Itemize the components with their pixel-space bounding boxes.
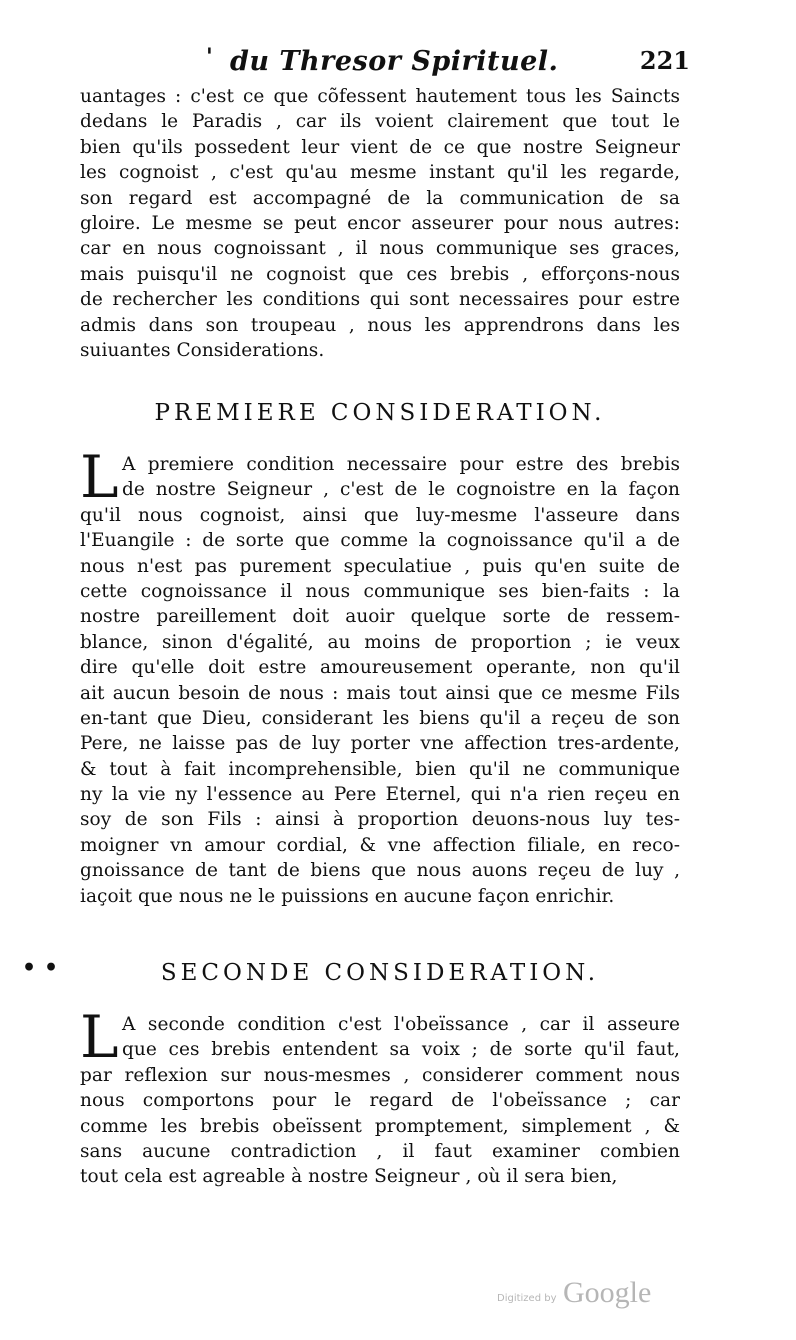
section-heading-1: PREMIERE CONSIDERATION. xyxy=(154,400,606,426)
text-line: cette cognoissance il nous communique ses bien-faits : la xyxy=(80,580,680,602)
text-line: dire qu'elle doit estre amoureusement operante, non qu'il xyxy=(80,657,680,679)
text-line: les cognoist , c'est qu'au mesme instant qu'il les regarde, xyxy=(80,162,680,184)
page-number: 221 xyxy=(639,46,690,75)
text-line: moigner vn amour cordial, & vne affection filiale, en reco- xyxy=(80,834,680,856)
text-line: dedans le Paradis , car ils voient clairement que tout le xyxy=(80,111,680,133)
drop-cap-2: L xyxy=(80,1003,119,1071)
text-line: qu'il nous cognoist, ainsi que luy-mesme l'asseure dans xyxy=(80,504,680,526)
text-line: car en nous cognoissant , il nous communique ses graces, xyxy=(80,238,680,260)
text-line: A premiere condition necessaire pour estre des brebis xyxy=(122,454,680,475)
digitized-watermark xyxy=(497,1276,677,1316)
text-line: tout cela est agreable à nostre Seigneur , où il sera bien, xyxy=(80,1166,618,1188)
text-line: bien qu'ils possedent leur vient de ce que nostre Seigneur xyxy=(80,136,680,158)
text-line: son regard est accompagné de la communication de sa xyxy=(80,187,680,209)
text-line: nous n'est pas purement speculatiue , puis qu'en suite de xyxy=(80,555,680,577)
text-line: sans aucune contradiction , il faut examiner combien xyxy=(80,1140,680,1162)
text-line: ny la vie ny l'essence au Pere Eternel, qui n'a rien reçeu en xyxy=(80,784,680,806)
text-line: admis dans son troupeau , nous les apprendrons dans les xyxy=(80,314,680,336)
section-2-paragraph xyxy=(80,1003,680,1190)
running-header xyxy=(80,46,690,82)
header-mark: ' xyxy=(206,44,213,70)
google-logo: Google xyxy=(563,1276,652,1309)
text-line: soy de son Fils : ainsi à proportion deuons-nous luy tes- xyxy=(80,809,680,831)
text-line: suiuantes Considerations. xyxy=(80,339,325,361)
text-line: Pere, ne laisse pas de luy porter vne affection tres-ardente, xyxy=(80,733,680,755)
text-line: iaçoit que nous ne le puissions en aucune façon enrichir. xyxy=(80,885,615,907)
section-heading-2: SECONDE CONSIDERATION. xyxy=(160,960,600,986)
intro-paragraph xyxy=(80,84,680,363)
text-line: & tout à fait incomprehensible, bien qu'il ne communique xyxy=(80,758,680,780)
text-line: l'Euangile : de sorte que comme la cognoissance qu'il a de xyxy=(80,530,680,552)
running-title: du Thresor Spirituel. xyxy=(230,46,559,77)
margin-mark: •• xyxy=(22,955,67,981)
text-line: de rechercher les conditions qui sont necessaires pour estre xyxy=(80,289,680,311)
drop-cap-1: L xyxy=(80,443,119,511)
text-line: blance, sinon d'égalité, au moins de proportion ; ie veux xyxy=(80,631,680,653)
text-line: A seconde condition c'est l'obeïssance , car il asseure xyxy=(122,1014,680,1035)
text-line: gnoissance de tant de biens que nous auons reçeu de luy , xyxy=(80,860,680,882)
text-line: nostre pareillement doit auoir quelque sorte de ressem- xyxy=(80,606,680,628)
section-1-paragraph xyxy=(80,443,680,909)
text-line: nous comportons pour le regard de l'obeïssance ; car xyxy=(80,1090,680,1112)
watermark-prefix: Digitized by xyxy=(497,1293,557,1304)
text-line: gloire. Le mesme se peut encor asseurer pour nous autres: xyxy=(80,212,680,234)
text-line: ait aucun besoin de nous : mais tout ainsi que ce mesme Fils xyxy=(80,682,680,704)
text-line: de nostre Seigneur , c'est de le cognoistre en la façon xyxy=(122,479,680,501)
text-line: mais puisqu'il ne cognoist que ces brebis , efforçons-nous xyxy=(80,263,680,285)
text-line: que ces brebis entendent sa voix ; de sorte qu'il faut, xyxy=(122,1039,680,1061)
text-line: par reflexion sur nous-mesmes , considerer comment nous xyxy=(80,1064,680,1086)
text-line: uantages : c'est ce que cõfessent hautement tous les Saincts xyxy=(80,86,680,107)
text-line: en-tant que Dieu, considerant les biens qu'il a reçeu de son xyxy=(80,707,680,729)
text-line: comme les brebis obeïssent promptement, simplement , & xyxy=(80,1115,680,1137)
